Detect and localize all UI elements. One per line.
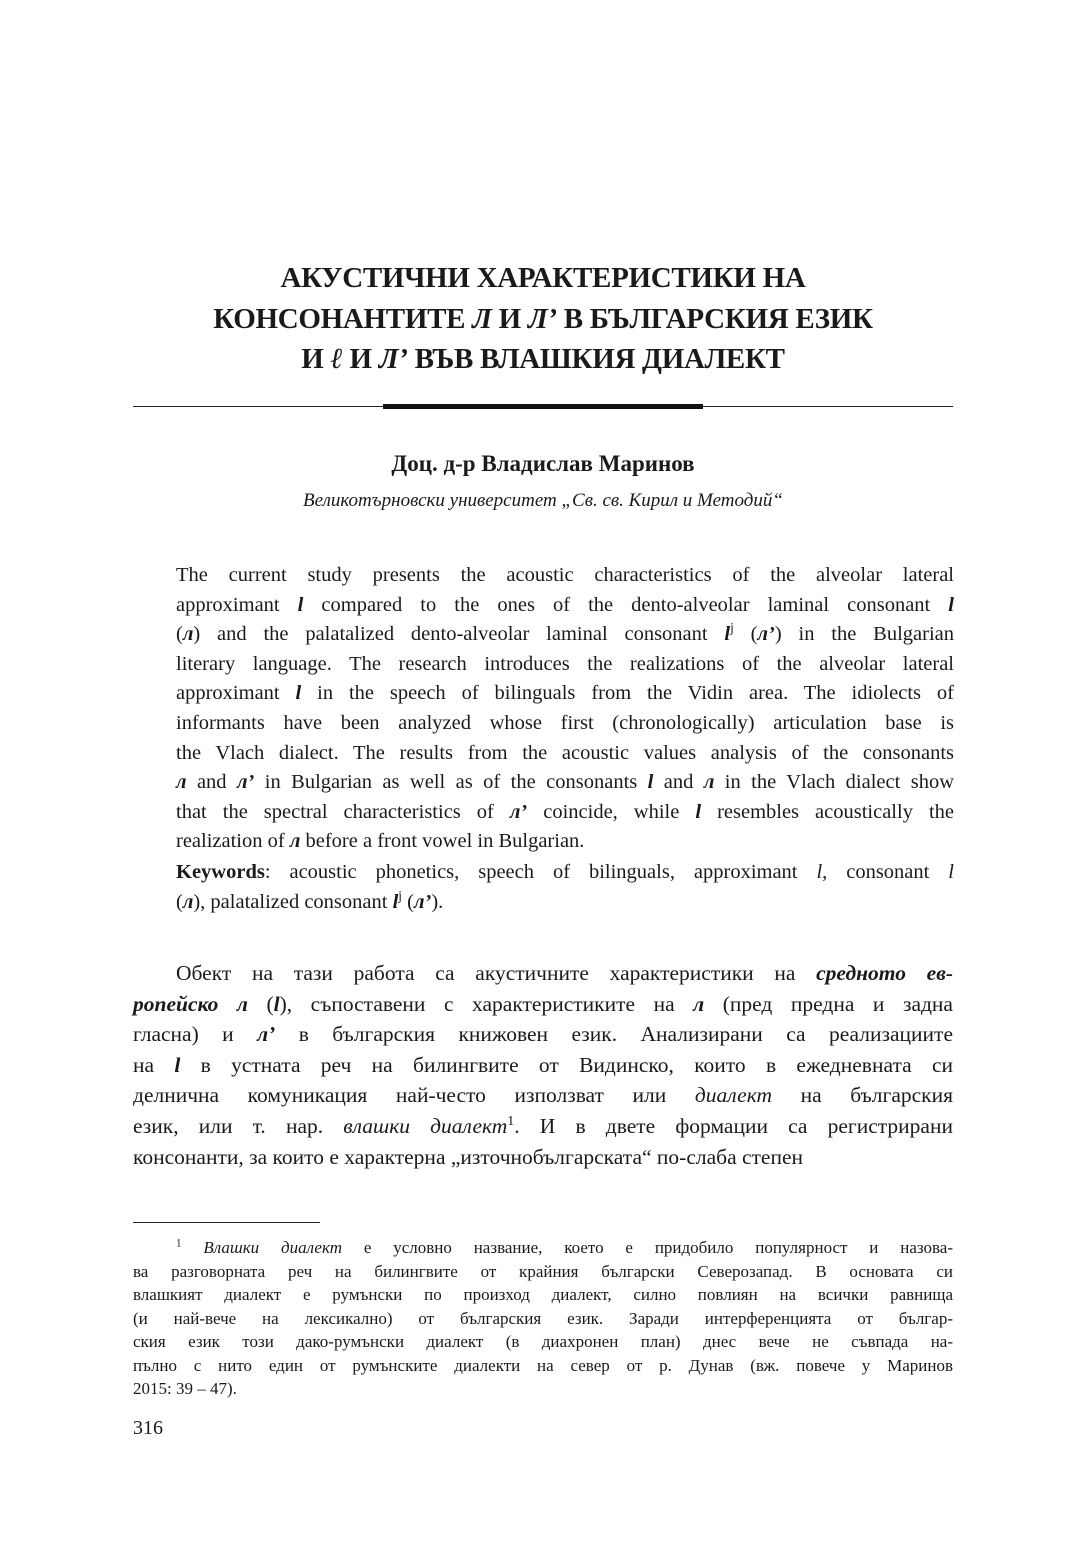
text-run: л’	[509, 800, 528, 823]
text-run: that the spectral characteristics of	[176, 800, 510, 823]
abstract	[176, 561, 954, 857]
text-run: compared to the ones of the dento-alveolar laminal consonant	[303, 593, 949, 616]
text-run: (и най-вече на лексикално) от българския език. Заради интерференцията от българ-	[133, 1308, 953, 1328]
text-run: Л’	[527, 302, 557, 335]
text-run: ℓ	[330, 343, 343, 375]
text-run: на	[133, 1052, 175, 1077]
text-run	[182, 1238, 204, 1257]
text-run: на българския	[772, 1083, 953, 1108]
text-run: диалект	[694, 1083, 773, 1108]
text-run: resembles acoustically the	[701, 800, 954, 823]
text-run: and	[186, 771, 237, 794]
text-run: l	[695, 800, 702, 823]
text-run: Л	[472, 302, 492, 335]
text-run: л	[693, 991, 705, 1016]
text-run: l	[392, 890, 399, 913]
superscript: 1	[507, 1113, 515, 1129]
text-run: The current study presents the acoustic characteristics of the alveolar lateral	[176, 564, 954, 586]
text-run: (	[176, 623, 183, 646]
text-line	[176, 591, 954, 621]
text-run: И	[301, 343, 331, 375]
text-run: Л’	[378, 343, 408, 375]
text-run: : acoustic phonetics, speech of bilinguals, approximant	[264, 861, 817, 883]
body-text	[133, 958, 953, 1172]
text-line	[133, 1354, 953, 1378]
text-line	[176, 679, 954, 709]
text-run: Обект на тази работа са акустичните характеристики на	[176, 961, 817, 985]
text-line	[133, 1377, 953, 1401]
text-run: л	[182, 890, 194, 913]
text-run: в устната реч на билингвите от Видинско, които в ежедневната си	[180, 1052, 953, 1077]
text-run: е условно название, което е придобило популярност и назова-	[342, 1238, 954, 1257]
text-line	[176, 888, 954, 918]
text-run: literary language. The research introduces the realizations of the alveolar lateral	[176, 652, 954, 675]
text-line	[133, 1283, 953, 1307]
text-line	[176, 827, 954, 857]
text-run: в българския книжовен език. Анализирани са реализациите	[275, 1022, 953, 1047]
text-run: approximant	[176, 593, 298, 616]
text-run: coincide, while	[527, 800, 696, 823]
text-run: ва разговорната реч на билингвите от крайния български Северозапад. В основата си	[133, 1261, 953, 1281]
text-run: л’	[237, 771, 255, 794]
superscript: 1	[176, 1237, 182, 1250]
text-run: (	[176, 890, 183, 913]
author-name: Доц. д-р Владислав Маринов	[391, 451, 695, 476]
text-run: л’	[413, 890, 432, 913]
footnote-divider	[133, 1222, 320, 1223]
text-run: влашкият диалект е румънски по произход диалект, силно повлиян на всички равнища	[133, 1285, 953, 1304]
text-run: (	[733, 623, 758, 646]
text-line	[176, 739, 954, 769]
text-run: in the Vlach dialect show	[714, 771, 955, 794]
text-line	[133, 1260, 953, 1284]
text-run: делнична комуникация най-често използват или	[133, 1083, 695, 1108]
text-line	[133, 258, 953, 299]
text-run: ВЪВ ВЛАШКИЯ ДИАЛЕКТ	[407, 343, 785, 375]
text-run: език, или т. нар.	[133, 1113, 344, 1138]
keywords	[176, 858, 954, 917]
text-run: before a front vowel in Bulgarian.	[300, 830, 585, 853]
text-line	[133, 989, 953, 1020]
text-run: (	[247, 991, 274, 1016]
text-run: КОНСОНАНТИТЕ	[213, 302, 473, 335]
text-run: 2015: 39 – 47).	[133, 1379, 237, 1398]
text-run: approximant	[176, 682, 296, 705]
text-run: . И в двете формации са регистрирани	[514, 1113, 953, 1138]
text-run: Keywords	[176, 861, 265, 883]
superscript: j	[730, 620, 734, 636]
text-run: in the speech of bilinguals from the Vidin area. The idiolects of	[301, 682, 954, 705]
text-run: ския език този дако-румънски диалект (в диахронен план) днес вече не съвпада на-	[133, 1332, 953, 1351]
text-run: l	[724, 623, 731, 646]
text-run: АКУСТИЧНИ ХАРАКТЕРИСТИКИ НА	[280, 262, 806, 294]
text-run: l	[647, 771, 654, 794]
text-line	[176, 858, 954, 888]
text-line	[133, 1330, 953, 1354]
text-line	[133, 1307, 953, 1331]
text-run: in Bulgarian as well as of the consonants	[254, 771, 648, 794]
text-line	[176, 709, 954, 739]
text-run: ) and the palatalized dento-alveolar laminal consonant	[193, 623, 725, 646]
text-run: пълно с нито един от румънските диалекти на север от р. Дунав (вж. повече у Маринов	[133, 1355, 953, 1375]
text-run: (	[402, 890, 414, 913]
superscript: j	[398, 887, 402, 903]
text-line	[133, 1080, 953, 1111]
text-run: and	[653, 771, 704, 794]
text-run: средното ев-	[816, 961, 953, 985]
text-run: л	[703, 771, 715, 794]
text-run: ропейско л	[133, 991, 248, 1016]
text-line	[176, 768, 954, 798]
text-run: л	[289, 830, 301, 853]
text-run: l	[174, 1052, 181, 1077]
text-run: л	[176, 771, 187, 794]
text-run: ), съпоставени с характеристиките на	[279, 991, 694, 1016]
text-run: l	[948, 861, 954, 883]
text-run: консонанти, за които е характерна „източнобългарската“ по-слаба степен	[133, 1144, 804, 1169]
text-run: realization of	[176, 830, 290, 853]
text-line	[133, 1050, 953, 1081]
text-line	[133, 1019, 953, 1050]
title-divider-accent	[383, 404, 703, 409]
text-run: ).	[431, 890, 444, 913]
text-run: informants have been analyzed whose first (chronologically) articulation base is	[176, 711, 954, 734]
text-line	[176, 561, 954, 591]
text-line	[133, 958, 953, 989]
text-run: l	[295, 682, 302, 705]
text-run: л’	[757, 623, 775, 646]
text-run: В БЪЛГАРСКИЯ ЕЗИК	[556, 302, 873, 335]
text-run: ) in the Bulgarian	[774, 623, 955, 646]
text-run: the Vlach dialect. The results from the acoustic values analysis of the consonants	[176, 741, 954, 764]
text-line	[176, 650, 954, 680]
text-line	[176, 620, 954, 650]
page-number: 316	[133, 1417, 163, 1439]
text-line	[133, 1111, 953, 1142]
text-line	[133, 1236, 953, 1260]
text-run: l	[297, 593, 304, 616]
footnote	[133, 1236, 953, 1401]
text-line	[133, 299, 953, 340]
text-run: Влашки диалект	[203, 1238, 342, 1257]
text-run: l	[273, 991, 280, 1016]
text-run: ), palatalized consonant	[193, 890, 393, 913]
text-run: , consonant	[822, 861, 949, 883]
text-line	[176, 798, 954, 828]
text-run: влашки диалект	[343, 1113, 508, 1138]
article-title	[133, 258, 953, 380]
text-run: И	[491, 302, 528, 335]
author-affiliation: Великотърновски университет „Св. св. Кирил и Методий“	[303, 490, 783, 511]
text-run: l	[948, 593, 954, 616]
text-run: (пред предна и задна	[704, 991, 953, 1016]
text-run: л’	[257, 1022, 276, 1047]
text-line	[133, 1142, 953, 1173]
text-line	[133, 339, 953, 380]
text-run: л	[182, 623, 194, 646]
text-run: гласна) и	[133, 1022, 258, 1047]
text-run: И	[342, 343, 379, 375]
text-run: l	[816, 861, 823, 883]
